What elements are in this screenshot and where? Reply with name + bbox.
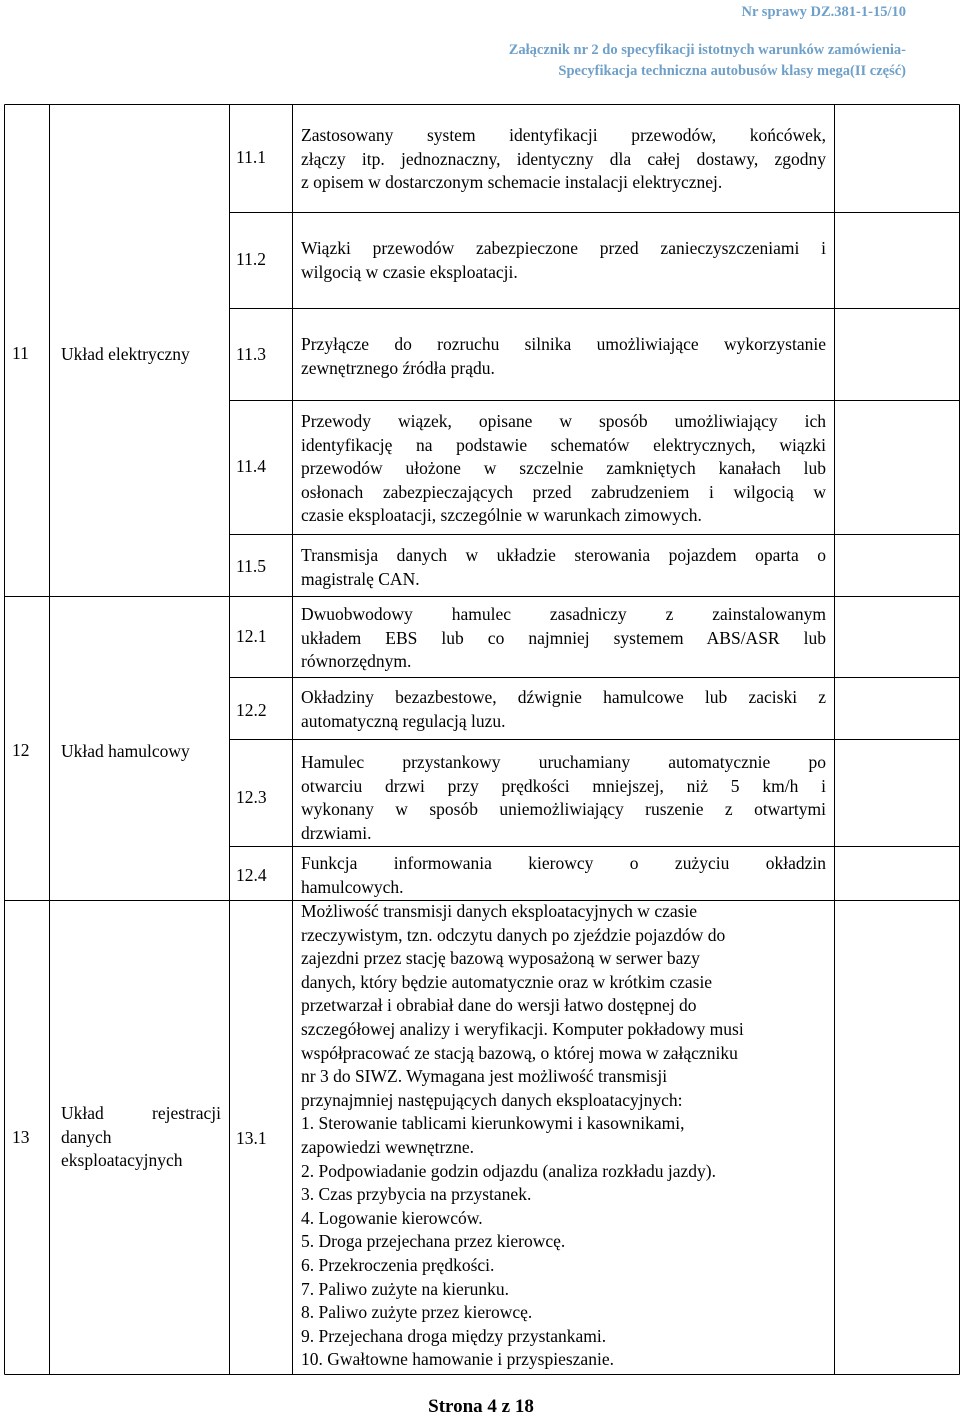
description-line: szczegółowej analizy i weryfikacji. Komputer pokładowy musi: [301, 1018, 744, 1039]
case-number: Nr sprawy DZ.381-1-15/10: [741, 4, 906, 20]
row-description: [301, 686, 826, 733]
row-description: [301, 333, 826, 380]
row-description: [301, 410, 826, 528]
category-number: 12: [12, 740, 30, 760]
description-line: 8. Paliwo zużyte przez kierowcę.: [301, 1302, 533, 1323]
description-line: automatyczną regulacją luzu.: [301, 710, 506, 731]
description-line: Hamulec przystankowy uruchamiany automatycznie po: [301, 752, 826, 772]
description-line: przynajmniej następujących danych eksploatacyjnych:: [301, 1089, 683, 1110]
category-name: Układ hamulcowy: [61, 741, 190, 761]
page-header: [206, 2, 906, 82]
description-line: czasie eksploatacji, szczególnie w warunkach zimowych.: [301, 505, 702, 526]
row-number: 11.1: [236, 147, 266, 167]
row-description: [301, 900, 826, 1372]
row-number: 11.4: [236, 456, 266, 476]
category-number: 13: [12, 1127, 30, 1147]
row-number: 12.2: [236, 700, 267, 720]
description-line: zewnętrznego źródła prądu.: [301, 357, 495, 378]
description-line: złączy itp. jednoznaczny, identyczny dla całej dostawy, zgodny: [301, 148, 826, 169]
description-line: 3. Czas przybycia na przystanek.: [301, 1184, 532, 1205]
row-number: 11.3: [236, 344, 266, 364]
row-number: 12.1: [236, 626, 267, 646]
description-line: identyfikację na podstawie schematów elektrycznych, wiązki: [301, 434, 826, 455]
description-line: Możliwość transmisji danych eksploatacyjnych w czasie: [301, 901, 698, 921]
row-description: [301, 751, 826, 845]
row-description: [301, 603, 826, 674]
description-line: danych, który będzie automatycznie oraz w krótkim czasie: [301, 971, 713, 992]
description-line: rzeczywistym, tzn. odczytu danych po zjeździe pojazdów do: [301, 924, 726, 945]
category-name: [61, 1102, 221, 1173]
description-line: Okładziny bezazbestowe, dźwignie hamulcowe lub zaciski z: [301, 687, 826, 707]
description-line: przewodów ułożone w szczelnie zamkniętych kanałach lub: [301, 458, 826, 479]
description-line: Zastosowany system identyfikacji przewodów, końcówek,: [301, 125, 826, 145]
category-name-line: eksploatacyjnych: [61, 1150, 183, 1171]
row-number: 12.3: [236, 787, 267, 807]
description-line: Funkcja informowania kierowcy o zużyciu okładzin: [301, 853, 826, 873]
description-line: Transmisja danych w układzie sterowania pojazdem oparta o: [301, 545, 826, 565]
description-line: 9. Przejechana droga między przystankami.: [301, 1325, 607, 1346]
row-number: 13.1: [236, 1128, 267, 1148]
description-line: magistralę CAN.: [301, 568, 420, 589]
description-line: 4. Logowanie kierowców.: [301, 1207, 483, 1228]
description-line: 5. Droga przejechana przez kierowcę.: [301, 1231, 566, 1252]
specification-title: Specyfikacja techniczna autobusów klasy mega(II część): [558, 63, 906, 79]
description-line: drzwiami.: [301, 822, 372, 843]
category-name: Układ elektryczny: [61, 344, 190, 364]
description-line: współpracować ze stacją bazową, o której mowa w załączniku: [301, 1042, 738, 1063]
description-line: Dwuobwodowy hamulec zasadniczy z zainstalowanym: [301, 604, 826, 624]
description-line: układem EBS lub co najmniej systemem ABS/ASR lub: [301, 627, 826, 648]
row-description: [301, 237, 826, 284]
attachment-title: Załącznik nr 2 do specyfikacji istotnych warunków zamówienia-: [508, 42, 906, 58]
category-number: 11: [12, 343, 29, 363]
description-line: 6. Przekroczenia prędkości.: [301, 1254, 495, 1275]
category-name-line: Układ rejestracji: [61, 1103, 221, 1123]
row-number: 11.5: [236, 556, 266, 576]
page-number: Strona 4 z 18: [428, 1396, 534, 1417]
description-line: nr 3 do SIWZ. Wymagana jest możliwość transmisji: [301, 1066, 668, 1087]
description-line: otwarciu drzwi przy prędkości mniejszej, niż 5 km/h i: [301, 775, 826, 796]
description-line: zapowiedzi wewnętrzne.: [301, 1136, 474, 1157]
description-line: zajezdni przez stację bazową wyposażoną w serwer bazy: [301, 948, 700, 969]
description-line: 10. Gwałtowne hamowanie i przyspieszanie.: [301, 1349, 614, 1370]
row-number: 12.4: [236, 865, 267, 885]
page-footer: [0, 1396, 960, 1418]
row-description: [301, 124, 826, 195]
description-line: hamulcowych.: [301, 876, 404, 897]
description-line: wykonany w sposób uniemożliwiający ruszenie z otwartymi: [301, 799, 826, 820]
description-line: Wiązki przewodów zabezpieczone przed zanieczyszczeniami i: [301, 238, 826, 258]
description-line: równorzędnym.: [301, 651, 412, 672]
category-name-line: danych: [61, 1126, 112, 1147]
description-line: osłonach zabezpieczających przed zabrudzeniem i wilgocią w: [301, 481, 826, 502]
description-line: 2. Podpowiadanie godzin odjazdu (analiza rozkładu jazdy).: [301, 1160, 716, 1181]
description-line: wilgocią w czasie eksploatacji.: [301, 261, 518, 282]
row-number: 11.2: [236, 249, 266, 269]
description-line: 1. Sterowanie tablicami kierunkowymi i kasownikami,: [301, 1113, 685, 1134]
row-description: [301, 852, 826, 899]
description-line: z opisem w dostarczonym schemacie instalacji elektrycznej.: [301, 172, 723, 193]
row-description: [301, 544, 826, 591]
description-line: Przewody wiązek, opisane w sposób umożliwiający ich: [301, 411, 826, 431]
description-line: przetwarzał i obrabiał dane do wersji łatwo dostępnej do: [301, 995, 697, 1016]
description-line: 7. Paliwo zużyte na kierunku.: [301, 1278, 510, 1299]
description-line: Przyłącze do rozruchu silnika umożliwiające wykorzystanie: [301, 334, 826, 354]
